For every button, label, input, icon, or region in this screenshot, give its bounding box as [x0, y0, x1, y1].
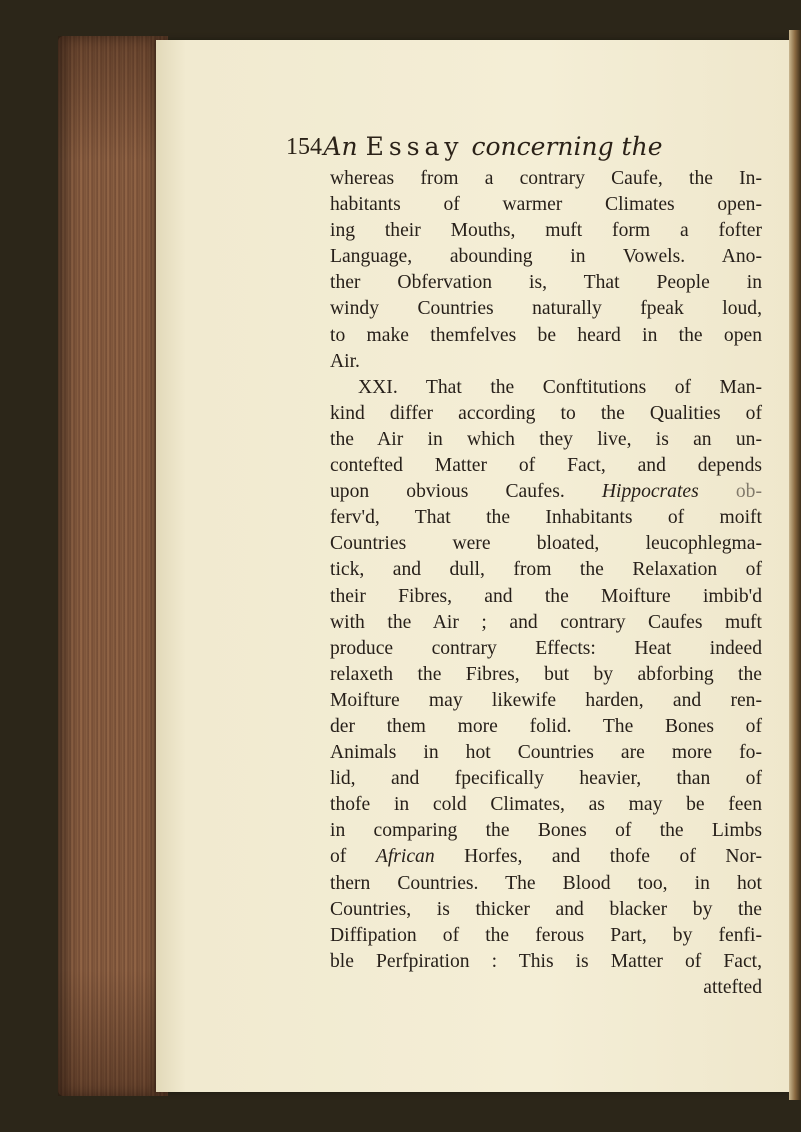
text-line: tick, and dull, from the Relaxation of [330, 559, 762, 581]
text-line: kind differ according to the Qualities of [330, 402, 762, 424]
running-head-article: An [323, 132, 358, 161]
text-line: ing their Mouths, muft form a fofter [330, 220, 762, 242]
binding-edge [789, 30, 801, 1100]
running-head-essay: Essay [365, 132, 464, 161]
text-line: to make themfelves be heard in the open [330, 324, 762, 346]
text-line: Moifture may likewife harden, and ren- [330, 689, 762, 711]
text-line: Countries, is thicker and blacker by the [330, 898, 762, 920]
catchword: attefted [703, 976, 762, 998]
text-line: ther Obfervation is, That People in [330, 272, 762, 294]
text-line: habitants of warmer Climates open- [330, 194, 762, 216]
text-line: Countries were bloated, leucophlegma- [330, 533, 762, 555]
section-start-line: XXI. That the Conftitutions of Man- [358, 376, 762, 398]
page-edges [58, 36, 168, 1096]
text-line: with the Air ; and contrary Caufes muft [330, 611, 762, 633]
body-text [330, 166, 762, 1001]
text-line: thofe in cold Climates, as may be feen [330, 794, 762, 816]
text-line: windy Countries naturally fpeak loud, [330, 298, 762, 320]
text-line: their Fibres, and the Moifture imbib'd [330, 585, 762, 607]
text-line: der them more folid. The Bones of [330, 715, 762, 737]
text-line: thern Countries. The Blood too, in hot [330, 872, 762, 894]
text-line: Language, abounding in Vowels. Ano- [330, 246, 762, 268]
text-line [330, 479, 762, 505]
text-segment: Horfes, and thofe of Nor- [464, 846, 762, 868]
text-segment: upon obvious Caufes. [330, 481, 565, 503]
page-number: 154 [286, 134, 322, 160]
text-line [330, 844, 762, 870]
text-line: produce contrary Effects: Heat indeed [330, 637, 762, 659]
text-line: Diffipation of the ferous Part, by fenfi- [330, 924, 762, 946]
text-line: in comparing the Bones of the Limbs [330, 820, 762, 842]
italic-term: African [375, 846, 435, 868]
running-head [278, 132, 708, 161]
running-head-subject: concerning the [471, 132, 663, 161]
text-line: ferv'd, That the Inhabitants of moift [330, 507, 762, 529]
text-line: ble Perfpiration : This is Matter of Fact, [330, 950, 762, 972]
text-line: Air. [330, 350, 360, 372]
text-line: lid, and fpecifically heavier, than of [330, 768, 762, 790]
text-line: the Air in which they live, is an un- [330, 428, 762, 450]
author-name: Hippocrates [601, 481, 699, 503]
text-line: relaxeth the Fibres, but by abforbing the [330, 663, 762, 685]
text-segment: of [330, 846, 347, 868]
text-segment: ob- [735, 481, 762, 503]
text-line: contefted Matter of Fact, and depends [330, 455, 762, 477]
text-line: whereas from a contrary Caufe, the In- [330, 168, 762, 189]
text-line: Animals in hot Countries are more fo- [330, 742, 762, 764]
